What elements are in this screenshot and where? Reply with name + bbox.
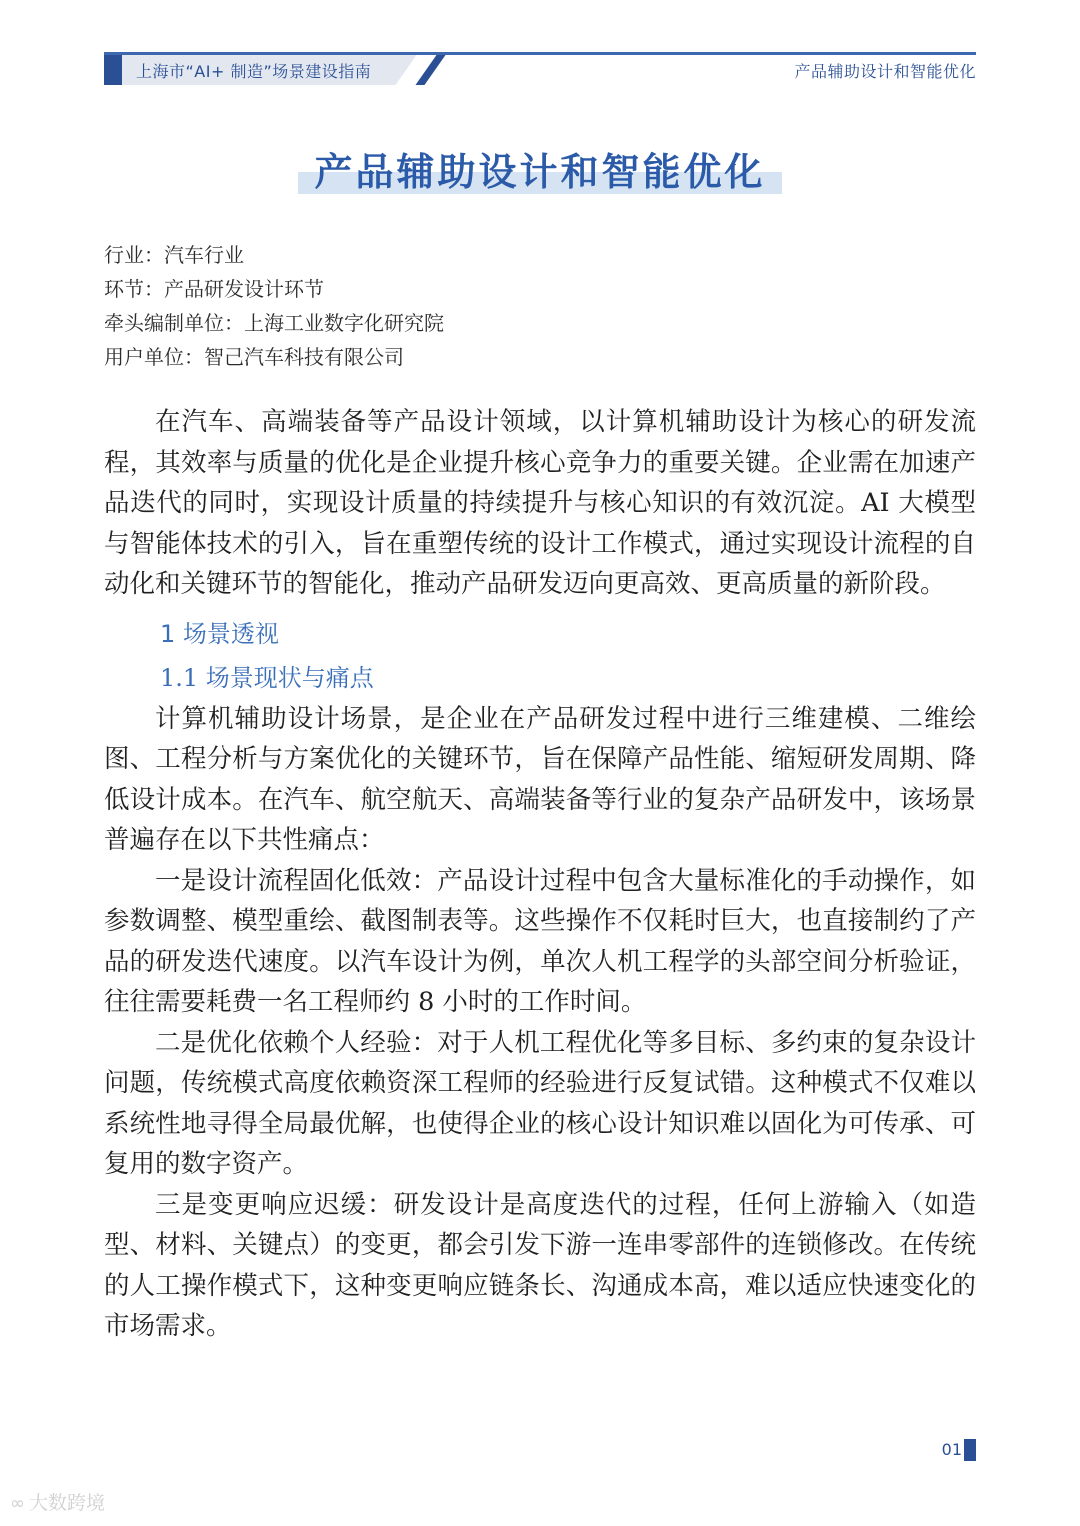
meta-stage: 环节：产品研发设计环节 <box>104 277 324 301</box>
meta-industry: 行业：汽车行业 <box>104 243 244 267</box>
body-paragraph: 三是变更响应迟缓：研发设计是高度迭代的过程，任何上游输入（如造型、材料、关键点）的变更，都会引发下游一连串零部件的连锁修改。在传统的人工操作模式下，这种变更响应链条长、沟通成本高，难以适应快速变化的市场需求。 <box>104 1189 976 1341</box>
watermark-logo-icon: ∞ <box>10 1493 25 1514</box>
section-heading: 1 场景透视 <box>160 619 279 648</box>
header-accent-block <box>104 55 122 85</box>
page-title <box>298 146 781 198</box>
meta-info <box>104 238 444 374</box>
intro-paragraph: 在汽车、高端装备等产品设计领域，以计算机辅助设计为核心的研发流程，其效率与质量的优化是企业提升核心竞争力的重要关键。企业需在加速产品迭代的同时，实现设计质量的持续提升与核心知识的有效沉淀。AI 大模型与智能体技术的引入，旨在重塑传统的设计工作模式，通过实现设计流程的自动化和关键环节的智能化，推动产品研发迈向更高效、更高质量的新阶段。 <box>104 407 976 599</box>
meta-lead-unit: 牵头编制单位：上海工业数字化研究院 <box>104 311 444 335</box>
chapter-title: 产品辅助设计和智能优化 <box>794 62 976 81</box>
page-number: 01 <box>941 1440 962 1459</box>
title-block <box>0 146 1080 198</box>
watermark <box>10 1488 105 1515</box>
subsection-heading: 1.1 场景现状与痛点 <box>160 663 374 692</box>
meta-user-unit: 用户单位：智己汽车科技有限公司 <box>104 345 404 369</box>
body-paragraph: 二是优化依赖个人经验：对于人机工程优化等多目标、多约束的复杂设计问题，传统模式高度依赖资深工程师的经验进行反复试错。这种模式不仅难以系统性地寻得全局最优解，也使得企业的核心设计知识难以固化为可传承、可复用的数字资产。 <box>104 1027 976 1179</box>
page-header <box>104 52 976 88</box>
article-body <box>104 402 976 1347</box>
guide-title: 上海市“AI+ 制造”场景建设指南 <box>136 62 372 81</box>
body-paragraph: 一是设计流程固化低效：产品设计过程中包含大量标准化的手动操作，如参数调整、模型重绘、截图制表等。这些操作不仅耗时巨大，也直接制约了产品的研发迭代速度。以汽车设计为例，单次人机工程学的头部空间分析验证，往往需要耗费一名工程师约 8 小时的工作时间。 <box>104 865 976 1017</box>
body-paragraph: 计算机辅助设计场景，是企业在产品研发过程中进行三维建模、二维绘图、工程分析与方案优化的关键环节，旨在保障产品性能、缩短研发周期、降低设计成本。在汽车、航空航天、高端装备等行业的复杂产品研发中，该场景普遍存在以下共性痛点： <box>104 703 976 855</box>
watermark-text: 大数跨境 <box>29 1492 106 1514</box>
page-title-text: 产品辅助设计和智能优化 <box>314 150 766 194</box>
page-number-marker <box>964 1439 976 1461</box>
